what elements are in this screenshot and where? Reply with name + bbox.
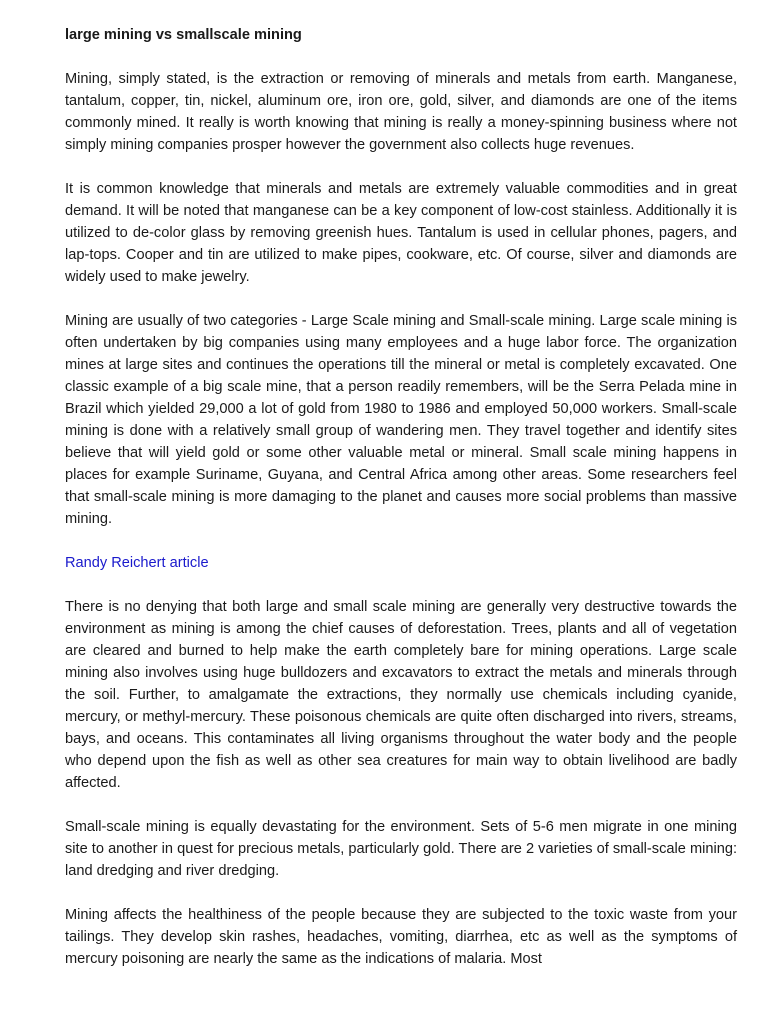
paragraph-destruction: There is no denying that both large and small scale mining are generally very destructive towards the environment as mining is among the chief causes of deforestation. Trees, plants and all of vegetation are cleared and burned to help make the earth completely bare for mining operations. Large scale mining also involves using huge bulldozers and excavators to extract the metals and minerals through the soil. Further, to amalgamate the extractions, they normally use chemicals including cyanide, mercury, or methyl-mercury. These poisonous chemicals are quite often discharged into rivers, streams, bays, and oceans. This contaminates all living organisms throughout the water body and the people who depend upon the fish as well as other sea creatures for main way to obtain livelihood are badly affected. [65,599,737,791]
article-link[interactable]: Randy Reichert article [65,555,209,571]
paragraph-health: Mining affects the healthiness of the people because they are subjected to the toxic waste from your tailings. They develop skin rashes, headaches, vomiting, diarrhea, etc as well as the symptoms of mercury poisoning are nearly the same as the indications of malaria. Most [65,907,737,967]
document-page [65,24,737,992]
paragraph-mining-definition: Mining, simply stated, is the extraction or removing of minerals and metals from earth. Manganese, tantalum, copper, tin, nickel, aluminum ore, iron ore, gold, silver, and diamonds are one of the items commonly mined. It really is worth knowing that mining is really a money-spinning business where not simply mining companies prosper however the government also collects huge revenues. [65,71,737,153]
paragraph-commodities: It is common knowledge that minerals and metals are extremely valuable commodities and in great demand. It will be noted that manganese can be a key component of low-cost stainless. Additionally it is utilized to de-color glass by removing greenish hues. Tantalum is used in cellular phones, pagers, and lap-tops. Cooper and tin are utilized to make pipes, cookware, etc. Of course, silver and diamonds are widely used to make jewelry. [65,181,737,285]
paragraph-categories: Mining are usually of two categories - Large Scale mining and Small-scale mining. Large scale mining is often undertaken by big companies using many employees and a huge labor force. The organization mines at large sites and continues the operations till the mineral or metal is completely excavated. One classic example of a big scale mine, that a person readily remembers, will be the Serra Pelada mine in Brazil which yielded 29,000 a lot of gold from 1980 to 1986 and employed 50,000 workers. Small-scale mining is done with a relatively small group of wandering men. They travel together and identify sites believe that will yield gold or some other valuable metal or mineral. Small scale mining happens in places for example Suriname, Guyana, and Central Africa among other areas. Some researchers feel that small-scale mining is more damaging to the planet and causes more social problems than massive mining. [65,313,737,527]
document-title: large mining vs smallscale mining [65,27,302,43]
paragraph-small-scale: Small-scale mining is equally devastating for the environment. Sets of 5-6 men migrate in one mining site to another in quest for precious metals, particularly gold. There are 2 varieties of small-scale mining: land dredging and river dredging. [65,819,737,879]
